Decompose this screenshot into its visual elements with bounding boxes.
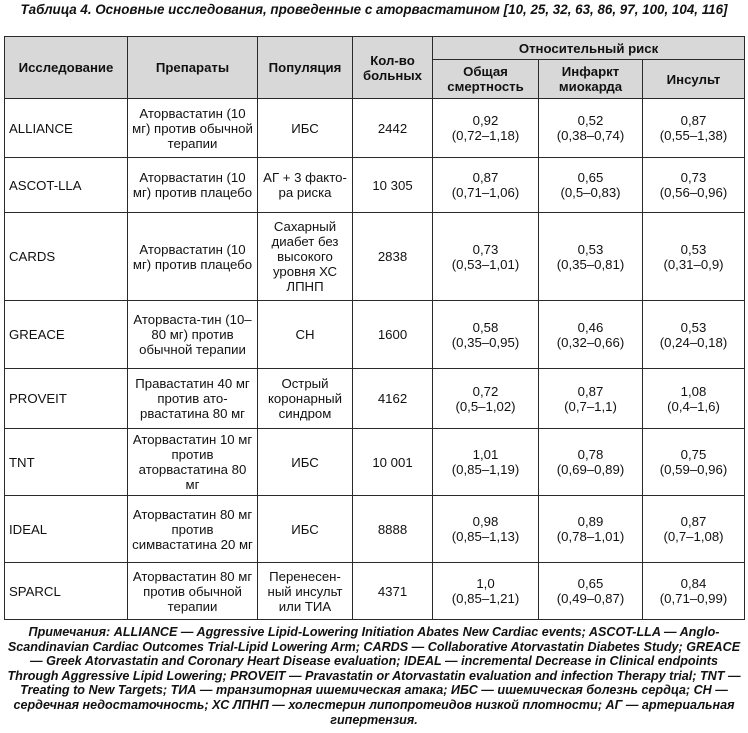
header-drugs: Препараты	[128, 37, 258, 99]
risk-value: 0,65	[577, 576, 604, 591]
cell-population: СН	[258, 301, 353, 369]
risk-value: 0,53	[680, 319, 707, 335]
risk-value: 0,65	[577, 170, 604, 185]
cell-drugs: Аторвастатин 80 мг против обычной терапии	[128, 563, 258, 620]
confidence-interval: (0,85–1,13)	[451, 529, 520, 544]
confidence-interval: (0,85–1,21)	[451, 591, 520, 606]
cell-population: Перенесен-ный инсульт или ТИА	[258, 563, 353, 620]
table-body	[5, 99, 745, 620]
cell-study: PROVEIT	[5, 369, 128, 429]
risk-value: 0,92	[472, 113, 499, 128]
cell-study: IDEAL	[5, 496, 128, 563]
confidence-interval: (0,35–0,95)	[451, 334, 520, 350]
risk-value: 1,01	[472, 447, 499, 462]
cell-drugs: Аторвастатин (10 мг) против обычной терапии	[128, 99, 258, 158]
cell-mi	[539, 99, 643, 158]
cell-drugs: Аторвастатин (10 мг) против плацебо	[128, 213, 258, 301]
cell-mi	[539, 369, 643, 429]
header-count: Кол-во больных	[353, 37, 433, 99]
header-relative-risk: Относительный риск	[433, 37, 745, 60]
risk-value: 0,46	[577, 319, 604, 335]
cell-population: Сахарный диабет без высокого уровня ХС ЛПНП	[258, 213, 353, 301]
header-study: Исследование	[5, 37, 128, 99]
confidence-interval: (0,5–1,02)	[455, 398, 516, 414]
risk-value: 0,58	[472, 319, 499, 335]
cell-mortality	[433, 563, 539, 620]
header-mi: Инфаркт миокарда	[539, 60, 643, 99]
cell-count: 10 305	[353, 158, 433, 213]
confidence-interval: (0,56–0,96)	[659, 185, 728, 200]
confidence-interval: (0,4–1,6)	[667, 398, 720, 414]
cell-stroke	[643, 563, 745, 620]
risk-value: 0,84	[680, 576, 707, 591]
studies-table	[4, 36, 745, 620]
risk-value: 1,0	[476, 576, 495, 591]
risk-value: 0,75	[680, 447, 707, 462]
confidence-interval: (0,69–0,89)	[556, 462, 625, 477]
cell-mortality	[433, 496, 539, 563]
cell-drugs: Аторвастатин 10 мг против аторвастатина 80 мг	[128, 429, 258, 496]
confidence-interval: (0,32–0,66)	[556, 334, 625, 350]
table-row	[5, 213, 745, 301]
confidence-interval: (0,53–1,01)	[451, 256, 520, 272]
confidence-interval: (0,71–1,06)	[451, 185, 520, 200]
risk-value: 0,87	[577, 383, 604, 399]
cell-mi	[539, 213, 643, 301]
cell-stroke	[643, 496, 745, 563]
risk-value: 0,52	[577, 113, 604, 128]
table-row	[5, 369, 745, 429]
risk-value: 1,08	[680, 383, 707, 399]
confidence-interval: (0,78–1,01)	[556, 529, 625, 544]
cell-study: ALLIANCE	[5, 99, 128, 158]
confidence-interval: (0,31–0,9)	[663, 256, 724, 272]
cell-study: SPARCL	[5, 563, 128, 620]
table-row	[5, 158, 745, 213]
risk-value: 0,73	[680, 170, 707, 185]
risk-value: 0,98	[472, 514, 499, 529]
cell-study: GREACE	[5, 301, 128, 369]
risk-value: 0,53	[680, 241, 707, 257]
confidence-interval: (0,7–1,1)	[564, 398, 617, 414]
cell-stroke	[643, 158, 745, 213]
cell-drugs: Аторвастатин 80 мг против симвастатина 20 мг	[128, 496, 258, 563]
cell-stroke	[643, 301, 745, 369]
confidence-interval: (0,85–1,19)	[451, 462, 520, 477]
cell-mi	[539, 158, 643, 213]
cell-stroke	[643, 369, 745, 429]
table-row	[5, 99, 745, 158]
confidence-interval: (0,24–0,18)	[659, 334, 728, 350]
cell-count: 8888	[353, 496, 433, 563]
cell-count: 2442	[353, 99, 433, 158]
cell-drugs: Правастатин 40 мг против ато-рвастатина 80 мг	[128, 369, 258, 429]
header-population: Популяция	[258, 37, 353, 99]
risk-value: 0,72	[472, 383, 499, 399]
table-caption: Таблица 4. Основные исследования, проведенные с аторвастатином [10, 25, 32, 63, 86, 97, 100, 104, 116]	[20, 2, 728, 17]
cell-count: 2838	[353, 213, 433, 301]
cell-count: 10 001	[353, 429, 433, 496]
risk-value: 0,73	[472, 241, 499, 257]
cell-stroke	[643, 429, 745, 496]
risk-value: 0,87	[472, 170, 499, 185]
cell-mi	[539, 301, 643, 369]
cell-mortality	[433, 369, 539, 429]
risk-value: 0,78	[577, 447, 604, 462]
cell-count: 4371	[353, 563, 433, 620]
header-stroke: Инсульт	[643, 60, 745, 99]
cell-count: 1600	[353, 301, 433, 369]
cell-population: АГ + 3 факто-ра риска	[258, 158, 353, 213]
risk-value: 0,53	[577, 241, 604, 257]
table-row	[5, 301, 745, 369]
confidence-interval: (0,38–0,74)	[556, 128, 625, 143]
risk-value: 0,89	[577, 514, 604, 529]
cell-count: 4162	[353, 369, 433, 429]
table-header	[5, 37, 745, 99]
cell-mortality	[433, 99, 539, 158]
table-notes: Примечания: ALLIANCE — Aggressive Lipid-Lowering Initiation Abates New Cardiac events; ASCOT-LLA — Anglo-Scandinavian Cardiac Outcomes Trial-Lipid Lowering Arm; CARDS — Collaborative Atorvastatin Diabetes Study; GREACE — Greek Atorvastatin and Coronary Heart Disease evaluation; IDEAL — incremental Decrease in Clinical endpoints Through Aggressive Lipid Lowering; PROVEIT — Pravastatin or Atorvastatin evaluation and infection Therapy trial; TNT — Treating to New Targets; ТИА — транзиторная ишемическая атака; ИБС — ишемическая болезнь сердца; СН — сердечная недостаточность; ХС ЛПНП — холестерин липопротеидов низкой плотности; АГ — артериальная гипертензия.	[7, 625, 741, 727]
confidence-interval: (0,72–1,18)	[451, 128, 520, 143]
confidence-interval: (0,55–1,38)	[659, 128, 728, 143]
cell-drugs: Аторвастатин (10 мг) против плацебо	[128, 158, 258, 213]
cell-study: ASCOT-LLA	[5, 158, 128, 213]
cell-study: CARDS	[5, 213, 128, 301]
header-mortality: Общая смертность	[433, 60, 539, 99]
cell-population: ИБС	[258, 429, 353, 496]
confidence-interval: (0,49–0,87)	[556, 591, 625, 606]
cell-mortality	[433, 429, 539, 496]
cell-study: TNT	[5, 429, 128, 496]
cell-population: Острый коронарный синдром	[258, 369, 353, 429]
cell-stroke	[643, 213, 745, 301]
risk-value: 0,87	[680, 113, 707, 128]
table-row	[5, 563, 745, 620]
cell-mi	[539, 496, 643, 563]
confidence-interval: (0,59–0,96)	[659, 462, 728, 477]
cell-mi	[539, 563, 643, 620]
cell-population: ИБС	[258, 99, 353, 158]
cell-mortality	[433, 213, 539, 301]
confidence-interval: (0,5–0,83)	[560, 185, 621, 200]
cell-drugs: Аторваста-тин (10–80 мг) против обычной терапии	[128, 301, 258, 369]
risk-value: 0,87	[680, 514, 707, 529]
cell-mortality	[433, 158, 539, 213]
cell-stroke	[643, 99, 745, 158]
confidence-interval: (0,35–0,81)	[556, 256, 625, 272]
cell-mi	[539, 429, 643, 496]
cell-mortality	[433, 301, 539, 369]
confidence-interval: (0,71–0,99)	[659, 591, 728, 606]
table-row	[5, 429, 745, 496]
cell-population: ИБС	[258, 496, 353, 563]
confidence-interval: (0,7–1,08)	[663, 529, 724, 544]
table-row	[5, 496, 745, 563]
